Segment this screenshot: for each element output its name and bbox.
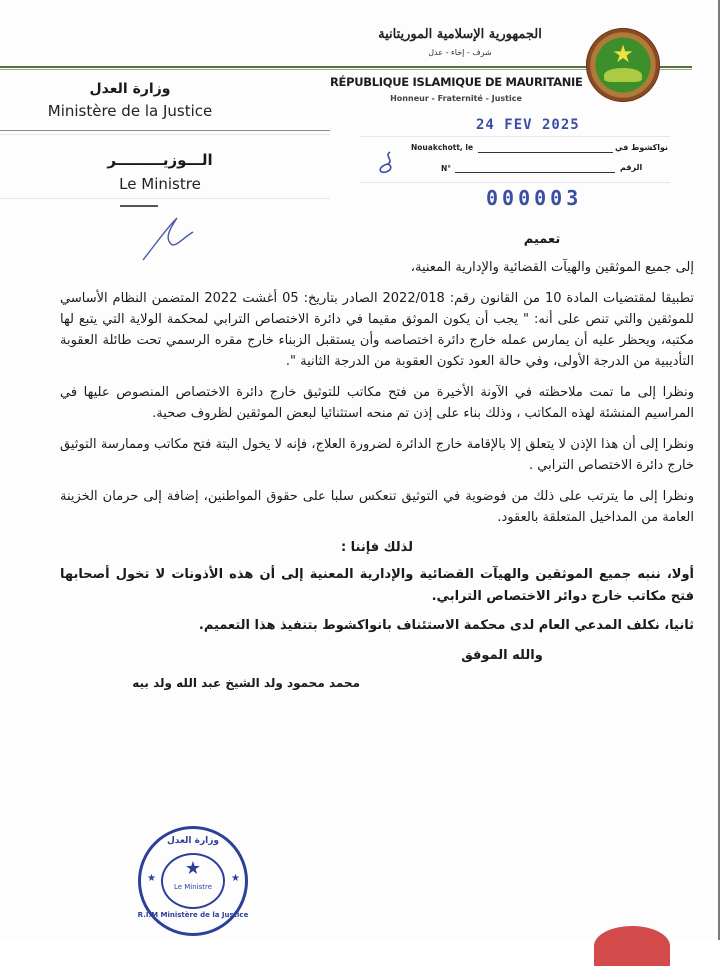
reference-number: 000003 (486, 186, 583, 210)
scan-line (360, 182, 670, 183)
ministry-name-french: Ministère de la Justice (47, 102, 213, 120)
seal-star-icon: ★ (612, 40, 634, 68)
paragraph-observation: ونظرا إلى ما تمت ملاحظته في الآونة الأخيرة من فتح مكاتب للتوثيق خارج دائرة الاختصاص المنصوص عليها في المراسيم المنشئة لهذه المكاتب ، وذلك بناء على إذن تم منحه استثنائيا لبعض الموثقين لظروف صحية. (60, 385, 694, 421)
document-subject: تعميم (523, 232, 561, 247)
stamp-star-icon: ★ (147, 873, 156, 884)
document-body (60, 230, 694, 692)
paragraph-consequences: ونظرا إلى ما يترتب على ذلك من فوضوية في التوثيق تنعكس سلبا على حقوق المواطنين، إضافة إلى حرمان الخزينة العامة من المداخيل المتعلقة بالعقود. (60, 489, 694, 525)
scan-line (0, 134, 330, 135)
directive-first: أولا، ننبه جميع الموثقين والهيآت القضائية والإدارية المعنية إلى أن هذه الأذونات لا تخول أصحابها فتح مكاتب خارج دوائر الاختصاص الترابي. (60, 567, 694, 604)
stamp-bottom-text: R.I.M Ministère de la Justice (137, 911, 249, 919)
signatory-name: محمد محمود ولد الشيخ عبد الله ولد بيه (132, 676, 360, 690)
national-seal-icon (586, 28, 660, 102)
scan-line (360, 136, 670, 137)
stamp-star-icon: ★ (231, 873, 240, 884)
place-label-arabic: نواكشوط في (615, 143, 668, 152)
stamp-emblem-icon: ★ (184, 858, 202, 879)
stamp-top-text: وزارة العدل (166, 836, 220, 846)
paragraph-permission-scope: ونظرا إلى أن هذا الإذن لا يتعلق إلا بالإقامة خارج الدائرة لضرورة العلاج، فإنه لا يخول البتة فتح مكاتب وممارسة التوثيق خارج دائرة الاختصاص الترابي . (60, 437, 694, 473)
stamp-inner-text: Le Ministre (173, 883, 213, 891)
corner-red-mark (594, 926, 670, 966)
therefore-heading: لذلك فإننا : (340, 540, 414, 555)
motto-arabic: شرف - إخاء - عدل (428, 48, 492, 57)
stamp-inner-ring (161, 853, 225, 909)
directive-second: ثانيا، نكلف المدعي العام لدى محكمة الاستئناف بانواكشوط بتنفيذ هذا التعميم. (198, 618, 694, 633)
scan-line (0, 198, 330, 199)
minister-underline (120, 205, 158, 207)
minister-title-arabic: الـــوزيـــــــــر (107, 151, 213, 169)
place-label-french: Nouakchott, le (411, 143, 474, 152)
number-line (455, 172, 615, 173)
handwritten-initial-icon (372, 148, 402, 178)
ministry-name-arabic: وزارة العدل (89, 81, 171, 97)
place-date-line (478, 152, 613, 153)
number-label-arabic: الرقم (620, 163, 643, 172)
ministry-divider (0, 130, 330, 131)
seal-palm-icon (604, 68, 642, 82)
motto-french: Honneur - Fraternité - Justice (390, 94, 522, 103)
republic-name-french: RÉPUBLIQUE ISLAMIQUE DE MAURITANIE (330, 75, 583, 89)
minister-title-french: Le Ministre (119, 175, 201, 193)
republic-name-arabic: الجمهورية الإسلامية الموريتانية (378, 27, 542, 42)
date-stamp: 24 FEV 2025 (476, 117, 580, 133)
number-label-french: N° (441, 164, 452, 173)
addressee: إلى جميع الموثقين والهيآت القضائية والإدارية المعنية، (410, 260, 694, 275)
closing-formula: والله الموفق (461, 648, 543, 663)
paragraph-legal-basis: تطبيقا لمقتضيات المادة 10 من القانون رقم: 2022/018 الصادر بتاريخ: 05 أغشت 2022 المتضمن النظام الأساسي للموثقين والتي تنص على أنه: " يجب أن يكون الموثق مقيما في دائرة الاختصاص الترابي لمحكمة الولاية التي يتبع لها مكتبه، ويحظر عليه أن يمارس عمله خارج دائرة اختصاصه وأن يستقبل الزبناء خارج مقره الرسمي تحت طائلة العقوبة التأديبية من الدرجة الأولى، وفي حالة العود تكون العقوبة من الدرجة الثانية ". (60, 291, 694, 369)
official-stamp (138, 826, 248, 936)
